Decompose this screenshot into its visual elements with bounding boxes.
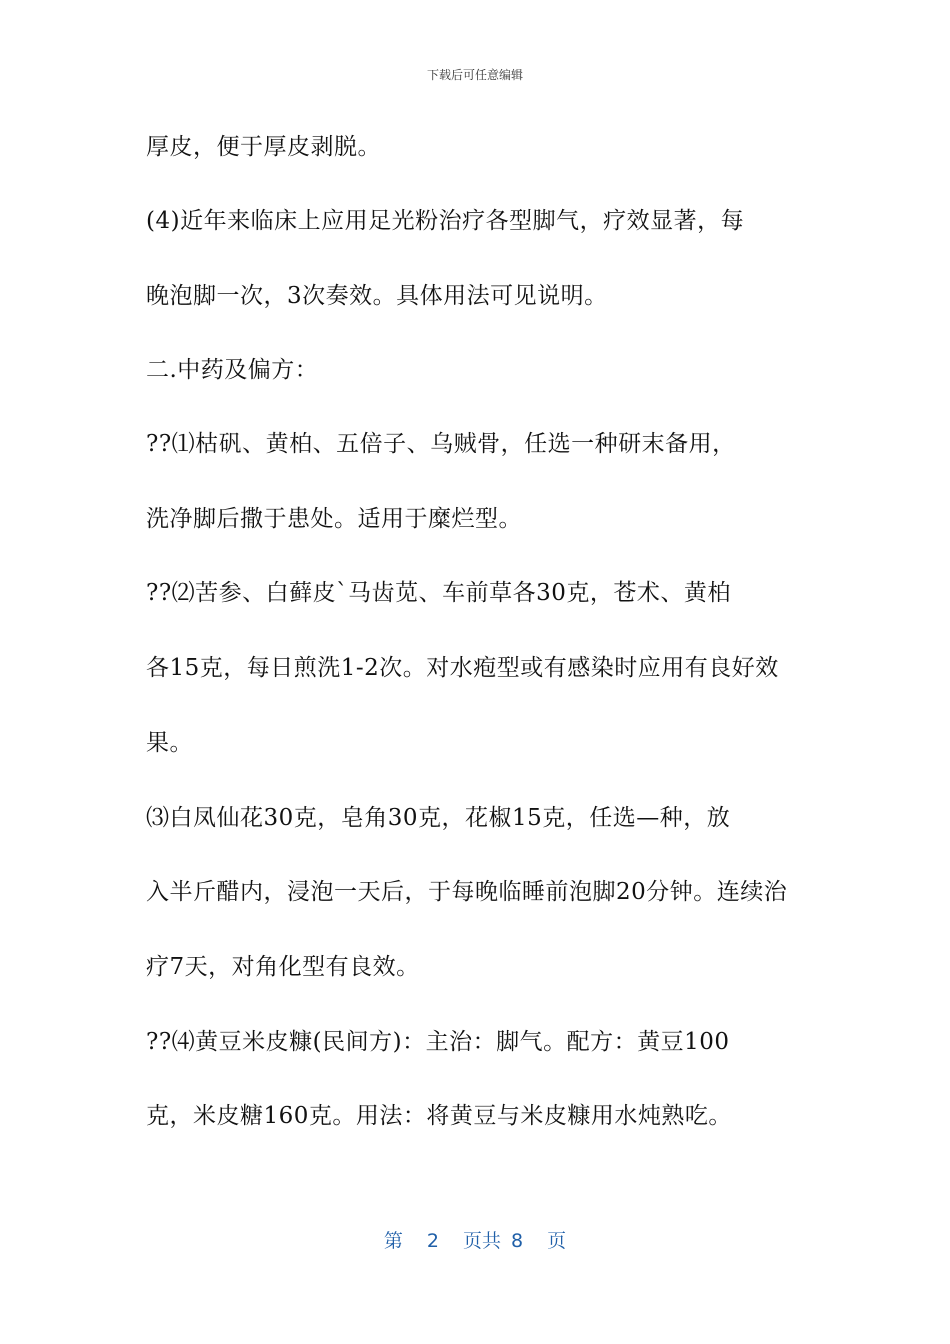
body-line: 各15克，每日煎洗1-2次。对水疱型或有感染时应用有良好效 (146, 655, 779, 681)
page-footer (0, 1226, 950, 1253)
body-line: 入半斤醋内，浸泡一天后，于每晚临睡前泡脚20分钟。连续治 (146, 879, 788, 905)
body-line: 克，米皮糖160克。用法：将黄豆与米皮糠用水炖熟吃。 (146, 1103, 732, 1129)
body-line: (4)近年来临床上应用足光粉治疗各型脚气，疗效显著，每 (146, 208, 745, 234)
body-line: ??⑵苦参、白藓皮`马齿苋、车前草各30克，苍术、黄柏 (146, 580, 731, 606)
body-line: ??⑴枯矾、黄柏、五倍子、乌贼骨，任选一种研末备用， (146, 431, 736, 457)
body-line: ⑶白凤仙花30克，皂角30克，花椒15克，任选—种，放 (146, 805, 731, 831)
body-line: ??⑷黄豆米皮糠(民间方)：主治：脚气。配方：黄豆100 (146, 1029, 730, 1055)
footer-prefix: 第 (383, 1230, 403, 1252)
footer-suffix: 页 (547, 1230, 567, 1252)
page-header: 下载后可任意编辑 (426, 68, 523, 82)
body-line: 厚皮，便于厚皮剥脱。 (146, 134, 381, 160)
section-heading: 二.中药及偏方： (146, 357, 319, 383)
body-line: 洗净脚后撒于患处。适用于糜烂型。 (146, 506, 522, 532)
body-line: 晚泡脚一次，3次奏效。具体用法可见说明。 (146, 283, 608, 309)
footer-total-pages: 8 (511, 1230, 524, 1252)
body-line: 疗7天，对角化型有良效。 (146, 954, 420, 980)
footer-current-page: 2 (426, 1230, 439, 1252)
body-line: 果。 (146, 730, 193, 756)
footer-middle: 页共 (462, 1230, 501, 1252)
